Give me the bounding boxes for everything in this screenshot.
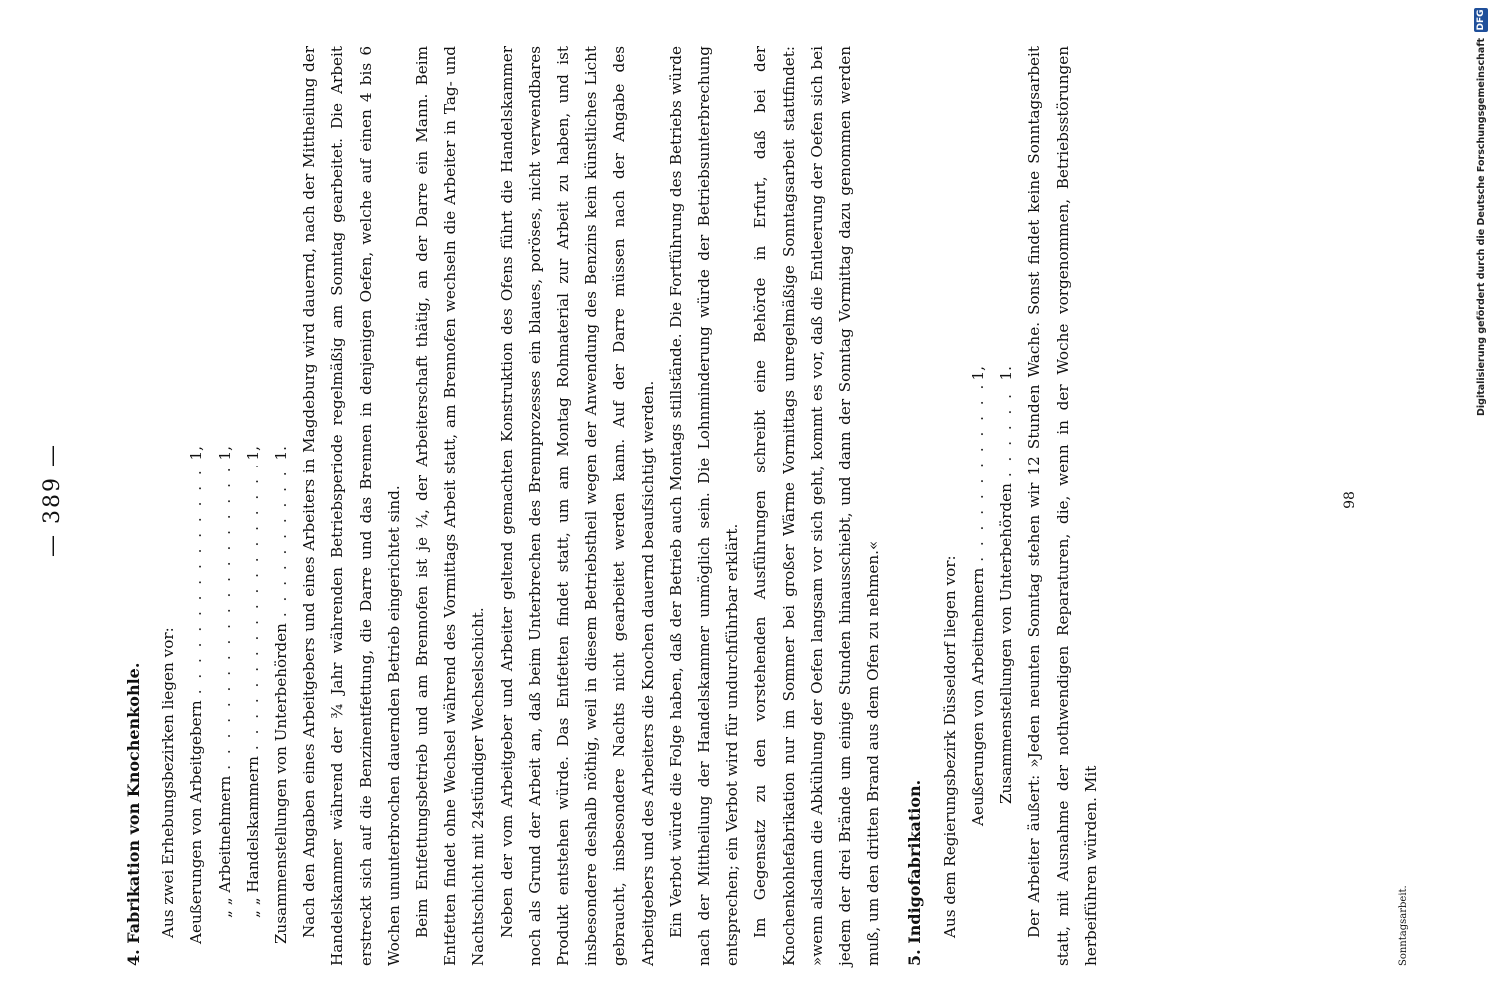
section-5-heading: 5. Indigofabrikation. <box>905 779 925 966</box>
list-item-value: 1, <box>243 446 262 461</box>
section-4-list <box>182 446 295 966</box>
paragraph: Neben der vom Arbeitgeber und Arbeiter geltend gemachten Konstruktion des Ofens führt die Handelskammer noch als Grund der Arbeit an, daß beim Unterbrechen des Brennprozesses ein blaues, poröses, nicht verwendbares Produkt entstehen würde. Das Entfetten findet statt, um am Montag Rohmaterial zur Arbeit zu haben, und ist insbesondere deshalb nöthig, weil in diesem Betriebstheil wegen der Anwendung des Benzins kein künstliches Licht gebraucht, insbesondere Nachts nicht gearbeitet werden kann. Auf der Darre müssen nach der Angabe des Arbeitgebers und des Arbeiters die Knochen dauernd beaufsichtigt werden. <box>497 46 657 966</box>
list-item-value: 1. <box>997 366 1016 381</box>
list-item-label: Zusammenstellungen von Unterbehörden <box>997 483 1016 804</box>
list-item <box>992 366 1020 826</box>
list-item <box>964 366 992 826</box>
dfg-logo-icon: DFG <box>1476 9 1486 31</box>
section-5-list <box>964 366 1020 826</box>
paragraph: Beim Entfettungsbetrieb und am Brennofen ist je ¼, der Arbeiterschaft thätig, an der Darre ein Mann. Beim Entfetten findet ohne Wechsel während des Vormittags Arbeit statt, am Brennofen wechseln die Arbeiter in Tag- und Nachtschicht mit 24stündiger Wechselschicht. <box>413 46 488 966</box>
footer-note: Sonntagsarbeit. <box>1398 885 1409 966</box>
list-item <box>211 446 239 966</box>
paragraph: Im Gegensatz zu den vorstehenden Ausführungen schreibt eine Behörde in Erfurt, daß bei der Knochenkohlefabrikation nur im Sommer bei großer Wärme Vormittags unregelmäßige Sonntagsarbeit stattfindet: »wenn alsdann die Abkühlung der Oefen langsam vor sich geht, kommt es vor, daß die Entleerung der Oefen sich bei jedem der drei Brände um einige Stunden hinausschiebt, und dann der Sonntag Vormittag dazu genommen werden muß, um den dritten Brand aus dem Ofen zu nehmen.« <box>751 46 883 966</box>
section-4-heading: 4. Fabrikation von Knochenkohle. <box>124 662 143 966</box>
list-item-value: 1. <box>272 446 291 461</box>
list-item-label: Zusammenstellungen von Unterbehörden <box>272 623 291 944</box>
list-item <box>182 446 210 966</box>
list-item-value: 1, <box>215 446 234 461</box>
section-4-intro: Aus zwei Erhebungsbezirken liegen vor: <box>159 627 178 938</box>
list-item-value: 1, <box>187 446 206 461</box>
paragraph: Ein Verbot würde die Folge haben, daß der Betrieb auch Montags stillstände. Die Fortführung des Betriebs würde nach der Mittheilung der Handelskammer unmöglich sein. Die Lohnminderung würde der Betriebsunterbrechung entsprechen; ein Verbot wird für undurchführbar erklärt. <box>666 46 742 966</box>
list-item <box>239 446 267 966</box>
digitization-credit-text: Digitalisierung gefördert durch die Deutsche Forschungsgemeinschaft <box>1475 38 1487 416</box>
printer-signature: 98 <box>1342 491 1358 509</box>
paragraph: Nach den Angaben eines Arbeitgebers und eines Arbeiters in Magdeburg wird dauernd, nach der Mittheilung der Handelskammer während der ¾ Jahr währenden Betriebsperiode regelmäßig am Sonntag gearbeitet. Die Arbeit erstreckt sich auf die Benzinentfettung, die Darre und das Brennen in denjenigen Oefen, welche auf einen 4 bis 6 Wochen ununterbrochen dauernden Betrieb eingerichtet sind. <box>300 46 403 966</box>
list-item-label: Aeußerungen von Arbeitgebern <box>187 700 206 944</box>
page-number: — 389 — <box>40 443 65 557</box>
section-5-intro: Aus dem Regierungsbezirk Düsseldorf liegen vor: <box>940 555 959 938</box>
paragraph: Der Arbeiter äußert: »Jeden neunten Sonntag stehen wir 12 Stunden Wache. Sonst findet keine Sonntagsarbeit statt, mit Ausnahme der nothwendigen Reparaturen, die, wenn in der Woche vorgenommen, Betriebsstörungen herbeiführen würden. Mit <box>1025 46 1100 966</box>
list-item-label: „ „ Arbeitnehmern <box>215 775 234 918</box>
list-item-label: „ „ Handelskammern <box>243 756 262 918</box>
body-text <box>120 46 1105 966</box>
list-item-value: 1, <box>968 366 987 381</box>
list-item-label: Aeußerungen von Arbeitnehmern <box>968 567 987 826</box>
digitization-credit <box>1470 0 1492 1000</box>
list-item <box>267 446 295 966</box>
